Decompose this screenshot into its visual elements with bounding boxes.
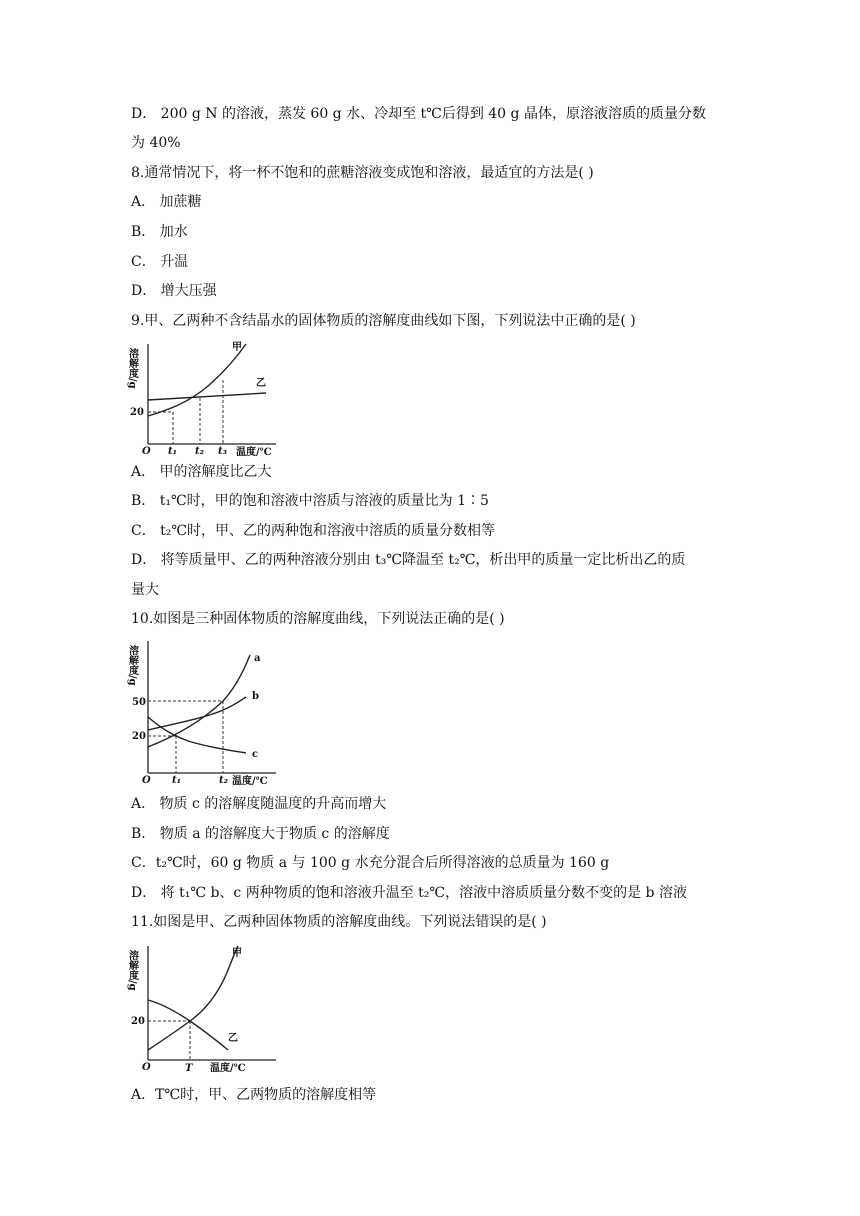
q7-option-d-line2: 为 40% [131, 135, 181, 151]
q10-option-b: B． 物质 a 的溶解度大于物质 c 的溶解度 [131, 826, 390, 842]
q10-solubility-chart [128, 635, 278, 785]
series-yi-label: 乙 [228, 1033, 238, 1044]
q8-option-b: B． 加水 [131, 224, 188, 240]
q8-option-c: C． 升温 [131, 254, 189, 270]
q9-stem: 9.甲、乙两种不含结晶水的固体物质的溶解度曲线如下图，下列说法中正确的是( ) [131, 313, 636, 329]
series-jia-label: 甲 [232, 342, 242, 353]
series-c-label: c [252, 749, 259, 760]
q9-option-d-line2: 量大 [131, 582, 159, 598]
q10-option-a: A． 物质 c 的溶解度随温度的升高而增大 [131, 796, 387, 812]
curve-b [148, 697, 246, 730]
tick-t1: t₁ [172, 775, 181, 786]
series-jia-label: 甲 [232, 948, 242, 959]
q8-option-a: A． 加蔗糖 [131, 194, 202, 210]
tick-t3: t₃ [218, 446, 227, 457]
q10-option-d: D． 将 t₁℃ b、c 两种物质的饱和溶液升温至 t₂℃，溶液中溶质质量分数不变的是 b 溶液 [131, 885, 687, 901]
y-axis-label: 溶解度/g [126, 348, 138, 389]
x-axis-label: 温度/℃ [210, 1063, 246, 1074]
q10-option-c: C．t₂℃时，60 g 物质 a 与 100 g 水充分混合后所得溶液的总质量为 160 g [131, 855, 610, 871]
q9-option-d-line1: D． 将等质量甲、乙的两种溶液分别由 t₃℃降温至 t₂℃，析出甲的质量一定比析出乙的质 [131, 552, 686, 568]
q10-stem: 10.如图是三种固体物质的溶解度曲线，下列说法正确的是( ) [131, 611, 505, 627]
tick-20: 20 [132, 731, 146, 742]
q8-option-d: D． 增大压强 [131, 283, 217, 299]
x-axis-label: 温度/℃ [236, 447, 272, 458]
curve-jia [148, 946, 238, 1050]
tick-t2: t₂ [195, 446, 204, 457]
q9-option-a: A． 甲的溶解度比乙大 [131, 464, 272, 480]
origin-label: O [142, 775, 151, 786]
tick-t1: t₁ [168, 446, 177, 457]
x-axis-label: 温度/℃ [232, 776, 268, 787]
q9-option-b: B． t₁℃时，甲的饱和溶液中溶质与溶液的质量比为 1∶5 [131, 493, 489, 509]
q11-option-a: A．T℃时，甲、乙两物质的溶解度相等 [131, 1087, 377, 1103]
tick-20: 20 [130, 407, 144, 418]
q9-option-c: C． t₂℃时，甲、乙的两种饱和溶液中溶质的质量分数相等 [131, 523, 496, 539]
q9-solubility-chart [126, 338, 278, 458]
q8-stem: 8.通常情况下，将一杯不饱和的蔗糖溶液变成饱和溶液，最适宜的方法是( ) [131, 165, 594, 181]
q11-stem: 11.如图是甲、乙两种固体物质的溶解度曲线。下列说法错误的是( ) [131, 914, 547, 930]
q7-option-d-line1: D． 200 g N 的溶液，蒸发 60 g 水、冷却至 t℃后得到 40 g 晶体，原溶液溶质的质量分数 [131, 106, 706, 122]
tick-t2: t₂ [219, 775, 228, 786]
curve-yi [148, 393, 266, 400]
origin-label: O [142, 446, 151, 457]
tick-T: T [185, 1063, 193, 1074]
series-b-label: b [252, 691, 259, 702]
tick-20: 20 [131, 1016, 145, 1027]
series-yi-label: 乙 [256, 378, 266, 389]
y-axis-label: 溶解度/g [126, 645, 138, 686]
tick-50: 50 [132, 697, 146, 708]
origin-label: O [142, 1062, 151, 1073]
y-axis-label: 溶解度/g [126, 950, 138, 991]
q11-solubility-chart [128, 940, 278, 1075]
curve-jia [148, 344, 246, 416]
series-a-label: a [254, 653, 261, 664]
